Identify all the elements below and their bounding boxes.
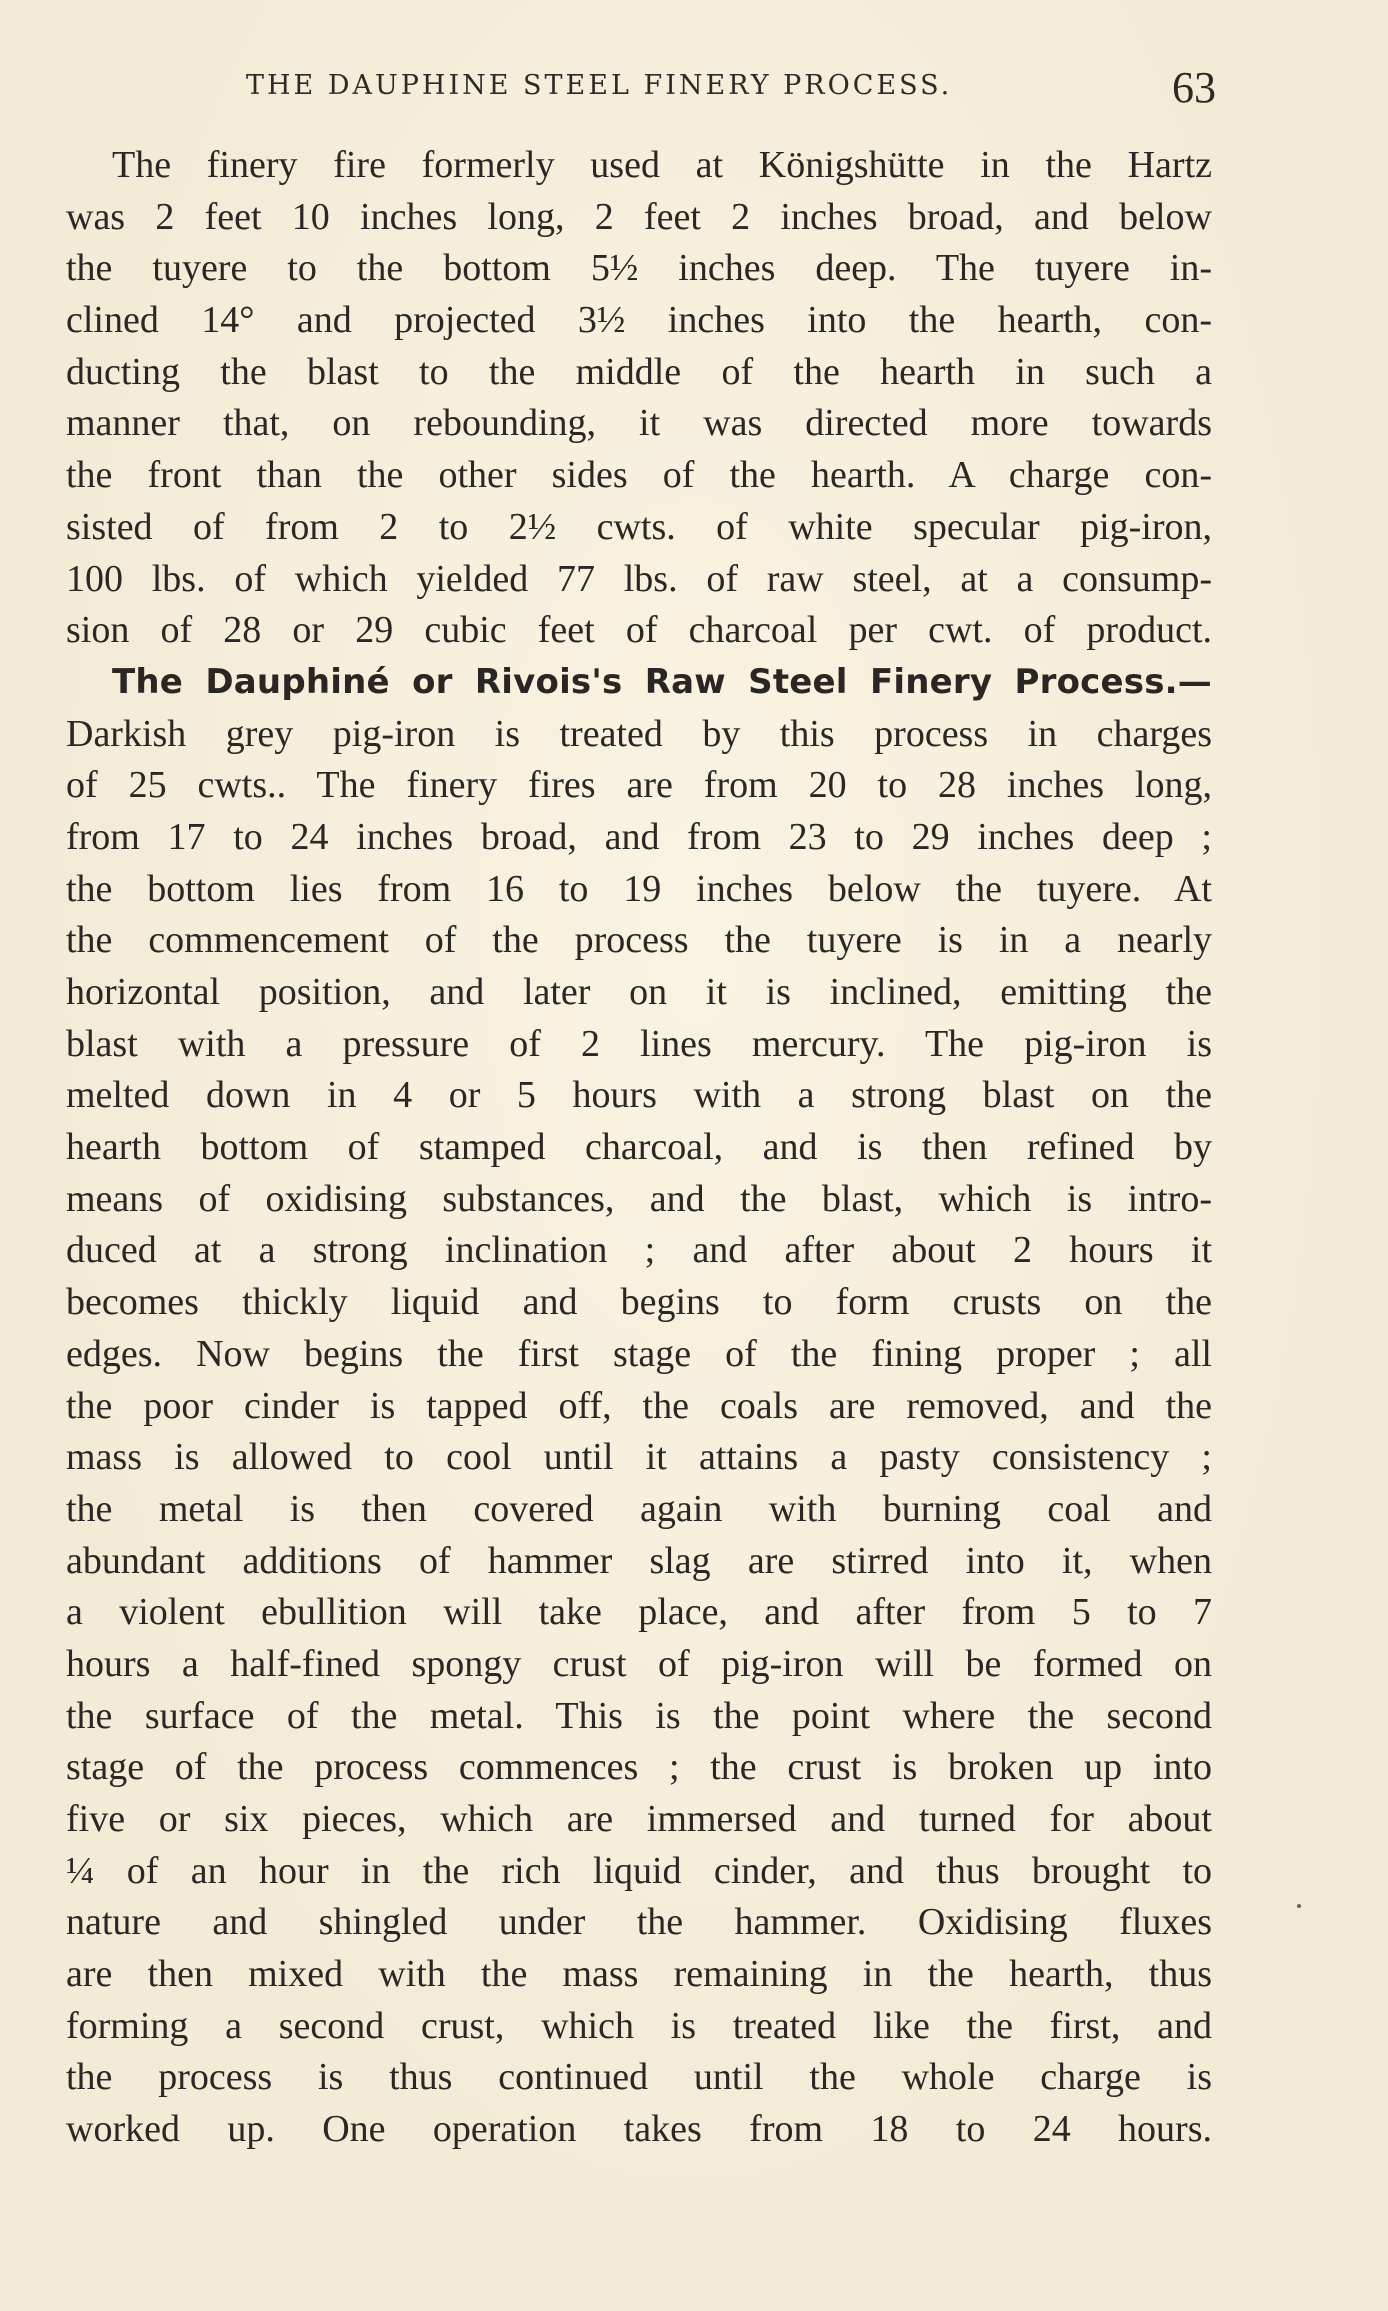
text-line: the tuyere to the bottom 5½ inches deep. The tuyere in- xyxy=(66,247,1212,290)
paragraph-1 xyxy=(66,140,1212,657)
text-line: clined 14° and projected 3½ inches into the hearth, con- xyxy=(66,299,1212,342)
section-heading: The Dauphiné or Rivois's Raw Steel Finery Process.— xyxy=(112,661,1212,702)
text-line: the process is thus continued until the whole charge is xyxy=(66,2056,1212,2099)
page-header xyxy=(66,62,1216,122)
text-line: the surface of the metal. This is the point where the second xyxy=(66,1694,1212,1737)
text-line: mass is allowed to cool until it attains a pasty consistency ; xyxy=(66,1436,1212,1479)
text-line: was 2 feet 10 inches long, 2 feet 2 inches broad, and below xyxy=(66,195,1212,238)
text-line: duced at a strong inclination ; and after about 2 hours it xyxy=(66,1229,1212,1272)
text-line: five or six pieces, which are immersed and turned for about xyxy=(66,1798,1212,1840)
text-line: sion of 28 or 29 cubic feet of charcoal per cwt. of product. xyxy=(66,609,1212,652)
margin-speck xyxy=(1297,1904,1301,1908)
text-line: a violent ebullition will take place, and after from 5 to 7 xyxy=(66,1591,1212,1634)
text-line: abundant additions of hammer slag are stirred into it, when xyxy=(66,1539,1212,1582)
text-line: horizontal position, and later on it is inclined, emitting the xyxy=(66,971,1212,1013)
text-line: worked up. One operation takes from 18 to 24 hours. xyxy=(66,2108,1212,2151)
text-line: the metal is then covered again with burning coal and xyxy=(66,1487,1212,1530)
text-line: The finery fire formerly used at Königshütte in the Hartz xyxy=(112,144,1212,186)
text-line: nature and shingled under the hammer. Oxidising fluxes xyxy=(66,1901,1212,1944)
text-line: hearth bottom of stamped charcoal, and is then refined by xyxy=(66,1126,1212,1169)
text-line: sisted of from 2 to 2½ cwts. of white specular pig-iron, xyxy=(66,505,1212,548)
text-line: are then mixed with the mass remaining in the hearth, thus xyxy=(66,1953,1212,1996)
text-line: the bottom lies from 16 to 19 inches below the tuyere. At xyxy=(66,867,1212,910)
text-line: the commencement of the process the tuyere is in a nearly xyxy=(66,919,1212,962)
paragraph-2 xyxy=(66,657,1212,2156)
text-line: 100 lbs. of which yielded 77 lbs. of raw steel, at a consump- xyxy=(66,557,1212,600)
text-line: ducting the blast to the middle of the hearth in such a xyxy=(66,350,1212,393)
text-line: of 25 cwts.. The finery fires are from 20 to 28 inches long, xyxy=(66,764,1212,807)
text-line: means of oxidising substances, and the blast, which is intro- xyxy=(66,1177,1212,1220)
page-number: 63 xyxy=(1172,63,1216,112)
text-line: the poor cinder is tapped off, the coals are removed, and the xyxy=(66,1384,1212,1427)
body-text xyxy=(66,140,1212,2156)
text-line: becomes thickly liquid and begins to form crusts on the xyxy=(66,1281,1212,1324)
running-head: THE DAUPHINE STEEL FINERY PROCESS. xyxy=(246,70,953,101)
text-line: ¼ of an hour in the rich liquid cinder, and thus brought to xyxy=(66,1849,1212,1892)
text-line: the front than the other sides of the hearth. A charge con- xyxy=(66,454,1212,497)
text-line: hours a half-fined spongy crust of pig-iron will be formed on xyxy=(66,1642,1212,1685)
text-line: Darkish grey pig-iron is treated by this process in charges xyxy=(66,712,1212,755)
text-line: edges. Now begins the first stage of the fining proper ; all xyxy=(66,1332,1212,1375)
text-line: blast with a pressure of 2 lines mercury. The pig-iron is xyxy=(66,1022,1212,1065)
text-line: forming a second crust, which is treated like the first, and xyxy=(66,2004,1212,2047)
text-line: from 17 to 24 inches broad, and from 23 to 29 inches deep ; xyxy=(66,815,1212,858)
text-line: stage of the process commences ; the crust is broken up into xyxy=(66,1746,1212,1789)
text-line: melted down in 4 or 5 hours with a strong blast on the xyxy=(66,1074,1212,1117)
text-line: manner that, on rebounding, it was directed more towards xyxy=(66,402,1212,445)
